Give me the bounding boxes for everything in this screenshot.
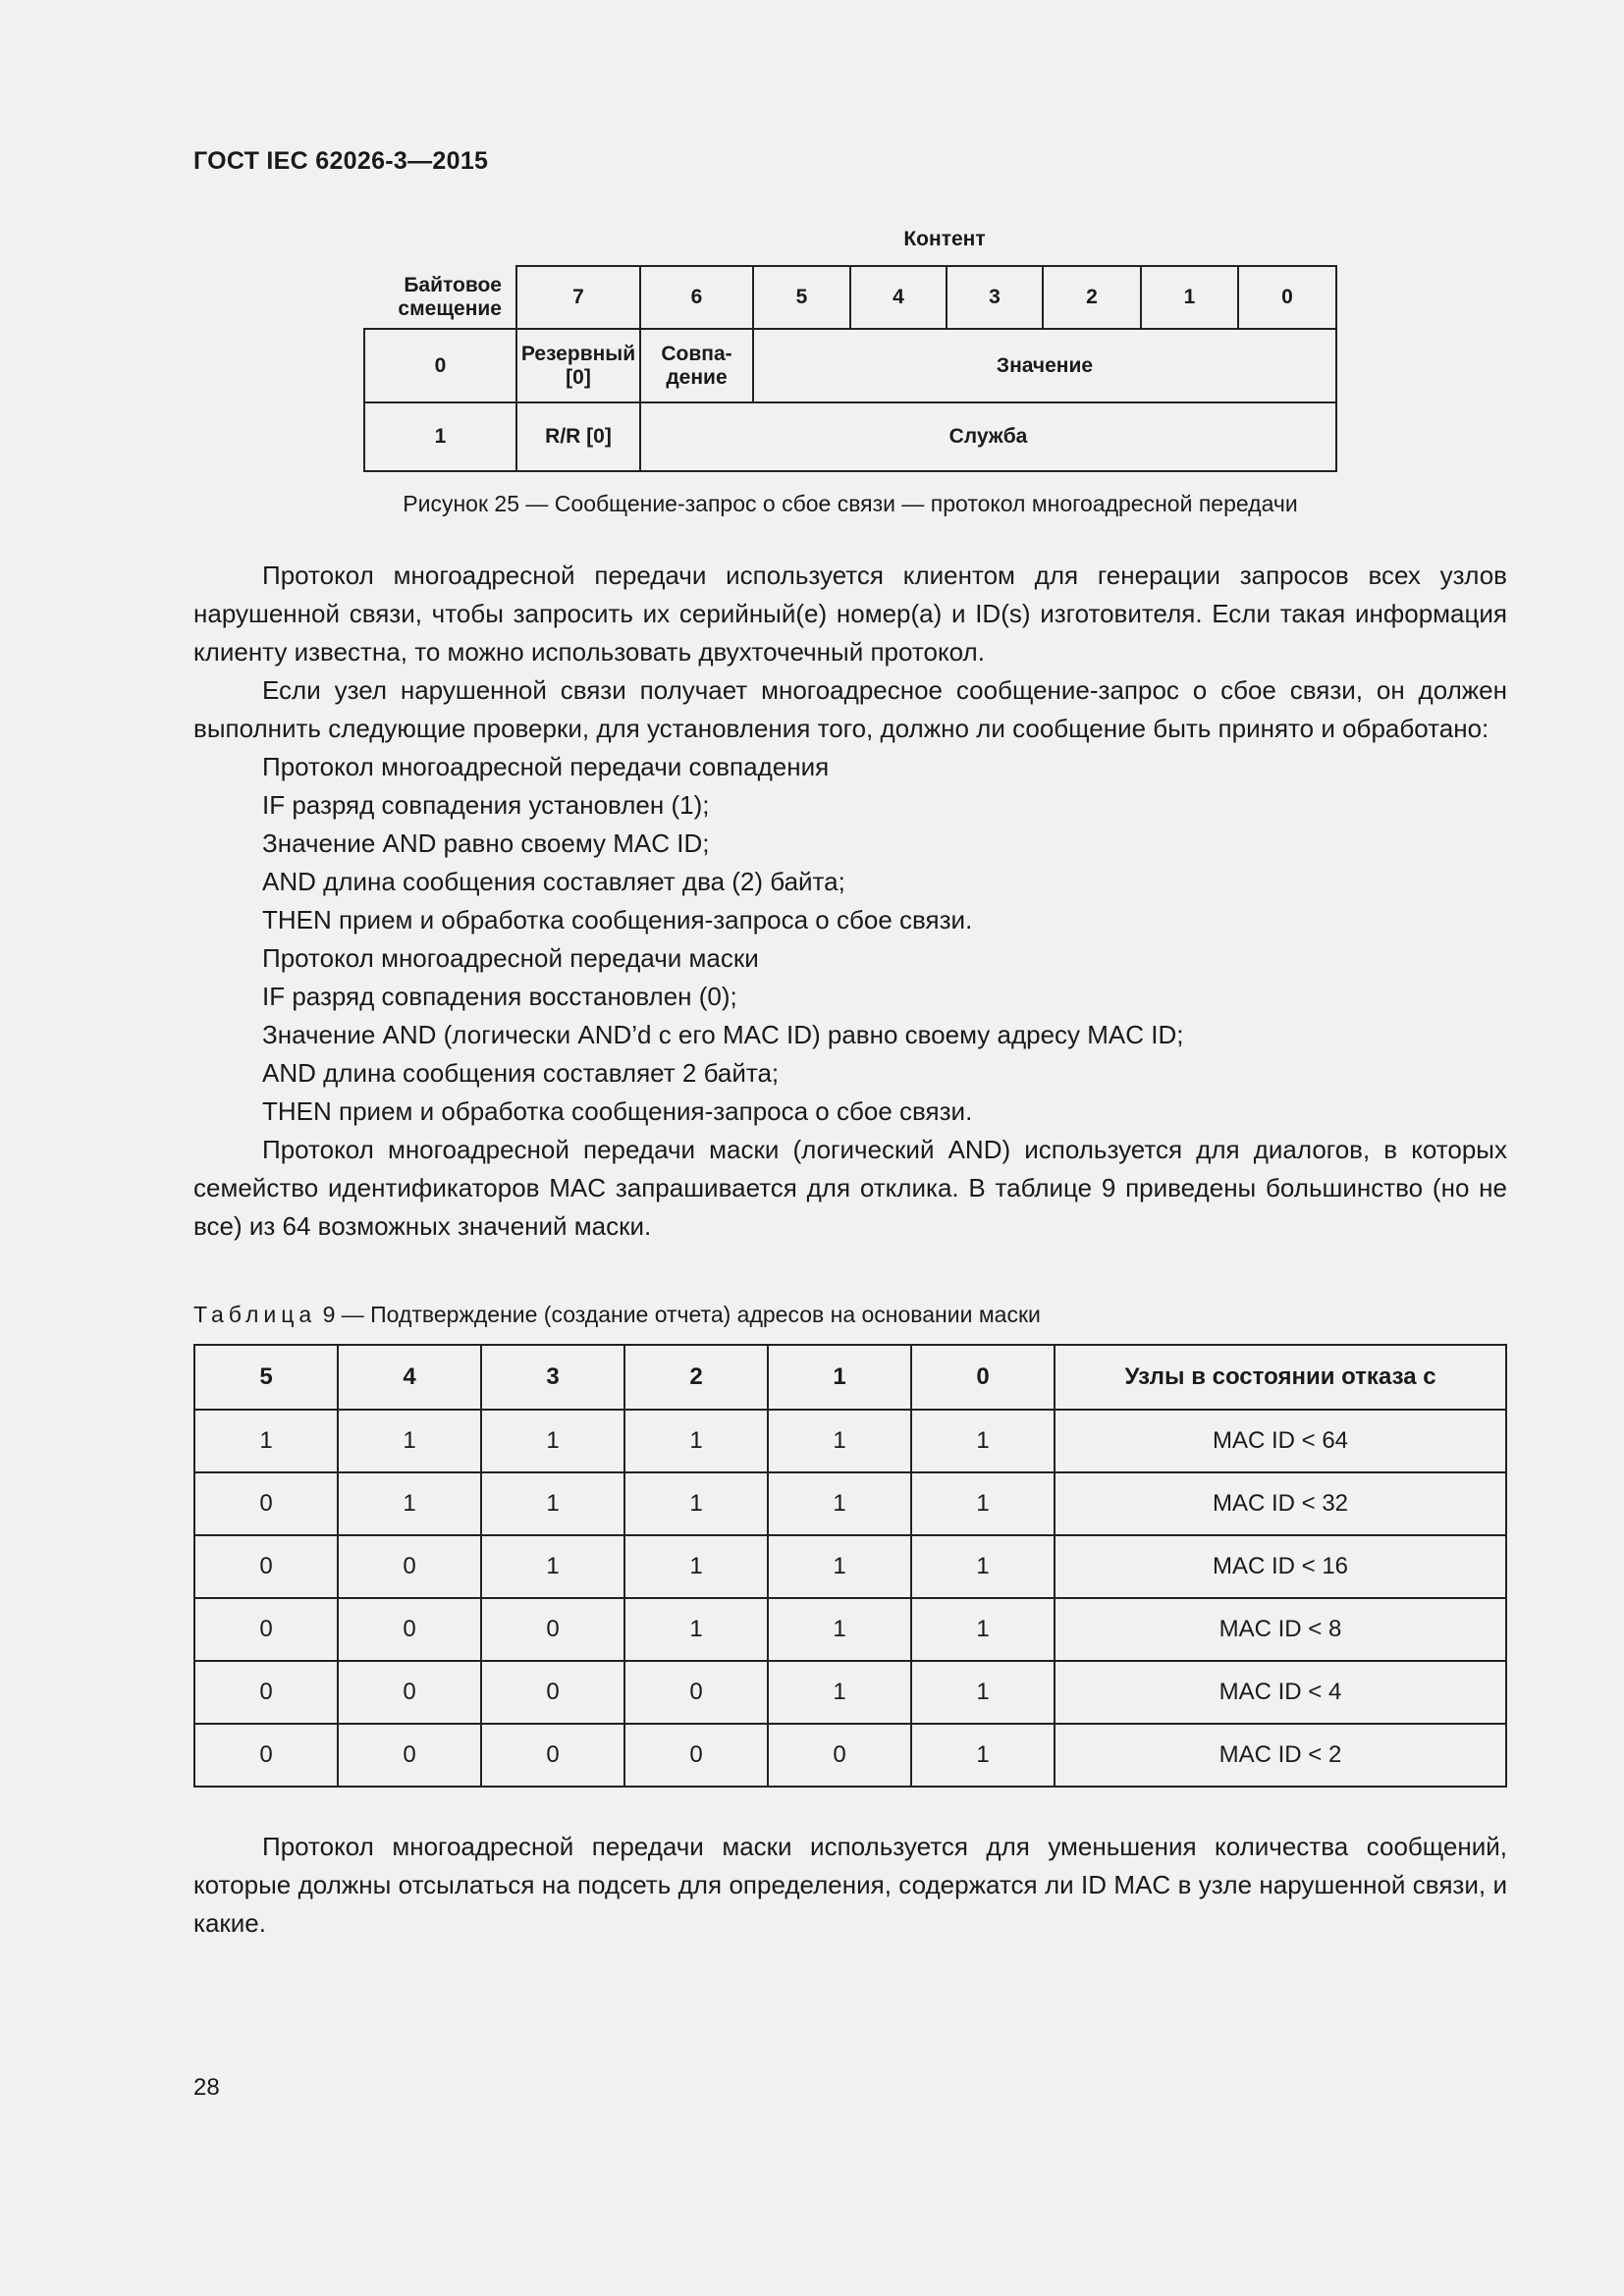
- offset-header: Байтовое смещение: [398, 273, 502, 320]
- table-cell: 1: [911, 1724, 1055, 1787]
- table-cell: 0: [481, 1598, 624, 1661]
- figure-caption: Рисунок 25 — Сообщение-запрос о сбое связи — протокол многоадресной передачи: [403, 491, 1298, 516]
- table-9: [193, 1344, 1507, 1788]
- reserved-cell: Резервный [0]: [516, 329, 640, 402]
- table-row: [194, 1472, 1506, 1535]
- rule-line: AND длина сообщения составляет 2 байта;: [262, 1058, 780, 1088]
- table-cell: 0: [194, 1598, 338, 1661]
- table-row: [194, 1724, 1506, 1787]
- table-cell: 0: [624, 1724, 768, 1787]
- bit-4: 4: [850, 266, 947, 329]
- table-header-cell: 2: [624, 1345, 768, 1410]
- table-9-title: Таблица 9 — Подтверждение (создание отчета) адресов на основании маски: [193, 1302, 1041, 1327]
- table-cell: MAC ID < 32: [1055, 1472, 1506, 1535]
- table-row: [194, 1661, 1506, 1724]
- table-cell: 1: [768, 1410, 911, 1472]
- rule-line: Значение AND равно своему MAC ID;: [262, 828, 710, 858]
- row1-offset: 1: [364, 402, 516, 471]
- table-cell: 0: [194, 1661, 338, 1724]
- table-cell: 1: [624, 1410, 768, 1472]
- table-cell: 0: [194, 1472, 338, 1535]
- rule-line: IF разряд совпадения восстановлен (0);: [262, 982, 737, 1011]
- bit-1: 1: [1141, 266, 1238, 329]
- table-cell: 1: [768, 1661, 911, 1724]
- rule-line: Протокол многоадресной передачи совпадения: [262, 752, 830, 781]
- table-cell: 1: [338, 1472, 481, 1535]
- rule-line: THEN прием и обработка сообщения-запроса о сбое связи.: [262, 905, 973, 934]
- table-cell: 0: [624, 1661, 768, 1724]
- match-cell: Совпа- дение: [640, 329, 753, 402]
- table-header-cell: 1: [768, 1345, 911, 1410]
- table-cell: 0: [194, 1724, 338, 1787]
- bit-2: 2: [1043, 266, 1141, 329]
- table-header-cell: 3: [481, 1345, 624, 1410]
- paragraph: Протокол многоадресной передачи маски (логический AND) используется для диалогов, в которых семейство идентификаторов MAC запрашивается для отклика. В таблице 9 приведены большинство (но не все) из 64 возможных значений маски.: [193, 1135, 1507, 1241]
- table-cell: 0: [194, 1535, 338, 1598]
- service-cell: Служба: [640, 402, 1336, 471]
- content-label: Контент: [903, 228, 986, 250]
- rule-line: Значение AND (логически AND’d с его MAC ID) равно своему адресу MAC ID;: [262, 1020, 1184, 1049]
- table-header-cell: Узлы в состоянии отказа с: [1055, 1345, 1506, 1410]
- paragraph: Протокол многоадресной передачи маски используется для уменьшения количества сообщений, которые должны отсылаться на подсеть для определения, содержатся ли ID MAC в узле нарушенной связи, и какие.: [193, 1832, 1507, 1938]
- row0-offset: 0: [364, 329, 516, 402]
- table-row: [194, 1535, 1506, 1598]
- table-cell: 1: [481, 1410, 624, 1472]
- table-header-cell: 0: [911, 1345, 1055, 1410]
- rr-cell: R/R [0]: [516, 402, 640, 471]
- bit-3: 3: [947, 266, 1043, 329]
- message-format-table: [363, 265, 1337, 472]
- table-cell: 1: [911, 1661, 1055, 1724]
- bit-7: 7: [516, 266, 640, 329]
- table-cell: 1: [768, 1535, 911, 1598]
- table-cell: MAC ID < 16: [1055, 1535, 1506, 1598]
- table-cell: 1: [481, 1535, 624, 1598]
- table-cell: 1: [624, 1598, 768, 1661]
- value-cell: Значение: [753, 329, 1336, 402]
- table-cell: 1: [911, 1410, 1055, 1472]
- table-row: [194, 1410, 1506, 1472]
- table-cell: 1: [768, 1472, 911, 1535]
- body-text: [193, 557, 1507, 1246]
- table-cell: 1: [194, 1410, 338, 1472]
- table-cell: 1: [768, 1598, 911, 1661]
- table-cell: 0: [338, 1724, 481, 1787]
- paragraph: Протокол многоадресной передачи используется клиентом для генерации запросов всех узлов нарушенной связи, чтобы запросить их серийный(е) номер(а) и ID(s) изготовителя. Если такая информация клиенту известна, то можно использовать двухточечный протокол.: [193, 561, 1507, 667]
- table-cell: 1: [624, 1535, 768, 1598]
- bit-5: 5: [753, 266, 850, 329]
- rule-line: IF разряд совпадения установлен (1);: [262, 790, 710, 820]
- bit-6: 6: [640, 266, 753, 329]
- table-cell: MAC ID < 64: [1055, 1410, 1506, 1472]
- table-cell: 1: [911, 1598, 1055, 1661]
- table-header-row: [194, 1345, 1506, 1410]
- table-cell: 1: [481, 1472, 624, 1535]
- rule-line: AND длина сообщения составляет два (2) байта;: [262, 867, 845, 896]
- rule-line: Протокол многоадресной передачи маски: [262, 943, 759, 973]
- table-cell: MAC ID < 4: [1055, 1661, 1506, 1724]
- table-cell: 0: [338, 1661, 481, 1724]
- table-cell: 0: [338, 1598, 481, 1661]
- document-header: ГОСТ IEC 62026-3—2015: [193, 147, 489, 175]
- page-number: 28: [193, 2074, 220, 2101]
- table-cell: 1: [911, 1535, 1055, 1598]
- table-header-cell: 5: [194, 1345, 338, 1410]
- table-row: [194, 1598, 1506, 1661]
- table-header-cell: 4: [338, 1345, 481, 1410]
- table-cell: 0: [768, 1724, 911, 1787]
- bit-0: 0: [1238, 266, 1336, 329]
- rule-line: THEN прием и обработка сообщения-запроса о сбое связи.: [262, 1096, 973, 1126]
- table-cell: MAC ID < 8: [1055, 1598, 1506, 1661]
- table-cell: 1: [911, 1472, 1055, 1535]
- table-cell: 1: [624, 1472, 768, 1535]
- table-cell: 1: [338, 1410, 481, 1472]
- table-cell: 0: [481, 1724, 624, 1787]
- table-cell: 0: [338, 1535, 481, 1598]
- closing-text: [193, 1828, 1507, 1943]
- table-cell: MAC ID < 2: [1055, 1724, 1506, 1787]
- table-cell: 0: [481, 1661, 624, 1724]
- paragraph: Если узел нарушенной связи получает многоадресное сообщение-запрос о сбое связи, он должен выполнить следующие проверки, для установления того, должно ли сообщение быть принято и обработано:: [193, 675, 1507, 743]
